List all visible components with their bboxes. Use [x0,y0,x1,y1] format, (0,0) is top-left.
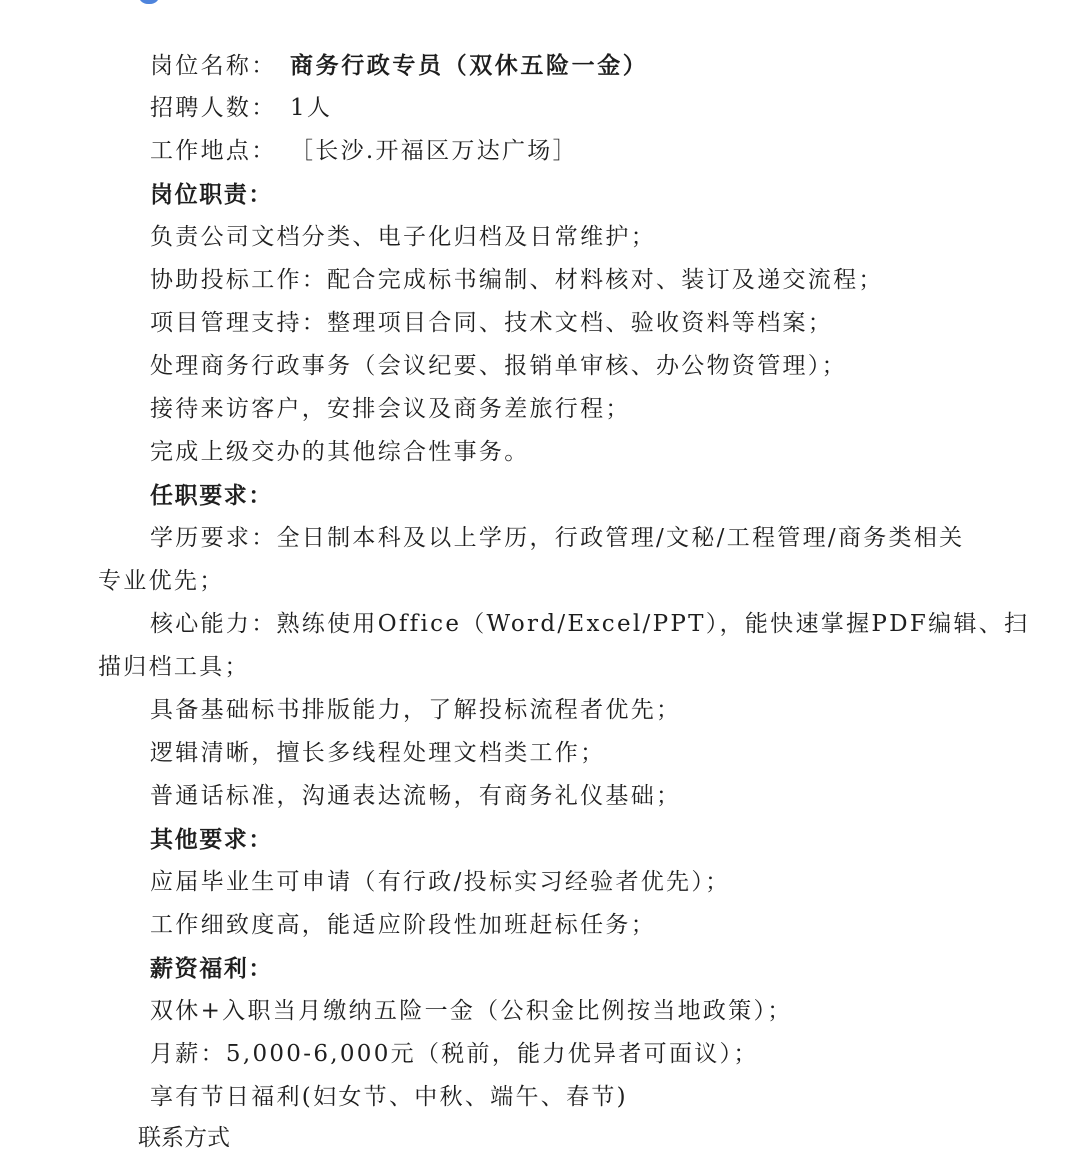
location-row [0,130,1080,173]
skills-requirement-line1: 核心能力：熟练使用Office（Word/Excel/PPT），能快速掌握PDF编辑、扫 [150,611,1030,637]
requirement-item: 普通话标准，沟通表达流畅，有商务礼仪基础； [150,783,682,809]
duty-item: 负责公司文档分类、电子化归档及日常维护； [150,224,656,250]
location-value: ［长沙.开福区万达广场］ [290,138,578,164]
location-label: 工作地点： [150,138,277,164]
duty-item: 接待来访客户，安排会议及商务差旅行程； [150,396,631,422]
duty-item: 项目管理支持：整理项目合同、技术文档、验收资料等档案； [150,310,834,336]
education-requirement-line1: 学历要求：全日制本科及以上学历，行政管理/文秘/工程管理/商务类相关 [150,525,965,551]
headcount-value: 1人 [290,95,333,121]
requirements-heading: 任职要求： [150,482,273,509]
other-requirement-item: 应届毕业生可申请（有行政/投标实习经验者优先）； [150,869,731,895]
cut-off-next-heading: 联系方式 [138,1125,230,1151]
other-requirements-heading: 其他要求： [150,826,273,853]
benefit-item: 双休+入职当月缴纳五险一金（公积金比例按当地政策）； [150,998,793,1024]
benefit-item: 月薪：5,000-6,000元（税前，能力优异者可面议）； [150,1041,759,1067]
headcount-label: 招聘人数： [150,95,277,121]
duty-item: 协助投标工作：配合完成标书编制、材料核对、装订及递交流程； [150,267,884,293]
benefits-heading: 薪资福利： [150,955,273,982]
education-requirement-line2: 专业优先； [98,568,225,594]
other-requirement-item: 工作细致度高，能适应阶段性加班赶标任务； [150,912,656,938]
header-accent-mark [138,0,160,4]
duty-item: 完成上级交办的其他综合性事务。 [150,439,530,465]
job-title-label: 岗位名称： [150,53,277,79]
job-posting-document [0,44,1080,1119]
job-title-row [0,44,1080,87]
duties-heading: 岗位职责： [150,181,273,208]
skills-requirement-line2: 描归档工具； [98,654,250,680]
requirement-item: 具备基础标书排版能力，了解投标流程者优先； [150,697,682,723]
duty-item: 处理商务行政事务（会议纪要、报销单审核、办公物资管理）； [150,353,847,379]
benefit-item: 享有节日福利(妇女节、中秋、端午、春节) [150,1084,628,1110]
requirement-item: 逻辑清晰，擅长多线程处理文档类工作； [150,740,606,766]
headcount-row [0,87,1080,130]
job-title-value: 商务行政专员（双休五险一金） [290,52,649,79]
